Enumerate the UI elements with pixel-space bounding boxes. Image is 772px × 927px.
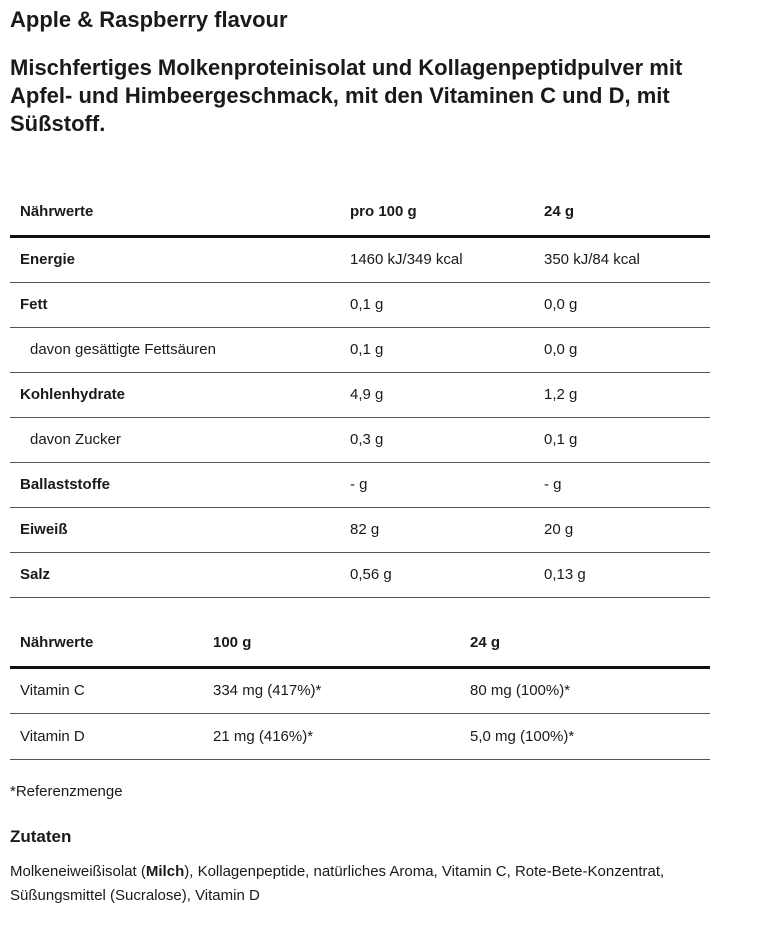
row-label: Vitamin C: [10, 667, 203, 713]
table-row: [10, 507, 710, 552]
row-per24: 1,2 g: [534, 372, 710, 417]
row-per24: 0,0 g: [534, 282, 710, 327]
nutrition-header-per100: pro 100 g: [340, 188, 534, 236]
row-per24: 0,1 g: [534, 417, 710, 462]
row-per24: 80 mg (100%)*: [460, 667, 710, 713]
vitamin-header-per24: 24 g: [460, 620, 710, 667]
table-row: [10, 417, 710, 462]
vitamin-header-per100: 100 g: [203, 620, 460, 667]
table-row: [10, 552, 710, 597]
nutrition-table: [10, 188, 710, 598]
row-per100: 21 mg (416%)*: [203, 713, 460, 759]
row-per100: - g: [340, 462, 534, 507]
row-per100: 1460 kJ/349 kcal: [340, 236, 534, 282]
table-row: [10, 713, 710, 759]
row-label: Vitamin D: [10, 713, 203, 759]
ingredients-allergen: Milch: [145, 863, 185, 880]
row-label: Eiweiß: [10, 507, 340, 552]
table-row: [10, 462, 710, 507]
row-per24: 0,0 g: [534, 327, 710, 372]
row-per24: - g: [534, 462, 710, 507]
row-per100: 0,1 g: [340, 282, 534, 327]
row-per24: 5,0 mg (100%)*: [460, 713, 710, 759]
row-label: Kohlenhydrate: [10, 372, 340, 417]
table-row: [10, 282, 710, 327]
table-row: [10, 372, 710, 417]
ingredients-text-before: Molkeneiweißisolat (: [10, 863, 146, 880]
product-description: Mischfertiges Molkenproteinisolat und Kollagenpeptidpulver mit Apfel- und Himbeergeschmack, mit den Vitaminen C und D, mit Süßstoff.: [10, 55, 683, 136]
row-per100: 334 mg (417%)*: [203, 667, 460, 713]
flavour-title: Apple & Raspberry flavour: [10, 7, 288, 32]
vitamin-header-row: [10, 620, 710, 667]
nutrition-header-per24: 24 g: [534, 188, 710, 236]
row-label: Energie: [10, 236, 340, 282]
row-per100: 82 g: [340, 507, 534, 552]
table-row: [10, 327, 710, 372]
table-row: [10, 236, 710, 282]
ingredients-text: [10, 860, 710, 908]
row-label: davon gesättigte Fettsäuren: [10, 327, 340, 372]
row-per100: 0,1 g: [340, 327, 534, 372]
row-label: davon Zucker: [10, 417, 340, 462]
row-label: Ballaststoffe: [10, 462, 340, 507]
ingredients-text-after: ), Kollagenpeptide, natürliches Aroma, Vitamin C, Rote-Bete-Konzentrat, Süßungsmittel (Sucralose), Vitamin D: [10, 863, 665, 904]
nutrition-header-row: [10, 188, 710, 236]
row-per100: 0,3 g: [340, 417, 534, 462]
ingredients-heading: Zutaten: [10, 827, 72, 846]
row-per24: 20 g: [534, 507, 710, 552]
row-per100: 0,56 g: [340, 552, 534, 597]
table-row: [10, 667, 710, 713]
row-label: Fett: [10, 282, 340, 327]
vitamin-table: [10, 620, 710, 760]
row-per24: 350 kJ/84 kcal: [534, 236, 710, 282]
vitamin-header-label: Nährwerte: [10, 620, 203, 667]
nutrition-header-label: Nährwerte: [10, 188, 340, 236]
row-label: Salz: [10, 552, 340, 597]
row-per100: 4,9 g: [340, 372, 534, 417]
reference-footnote: *Referenzmenge: [10, 783, 123, 800]
row-per24: 0,13 g: [534, 552, 710, 597]
